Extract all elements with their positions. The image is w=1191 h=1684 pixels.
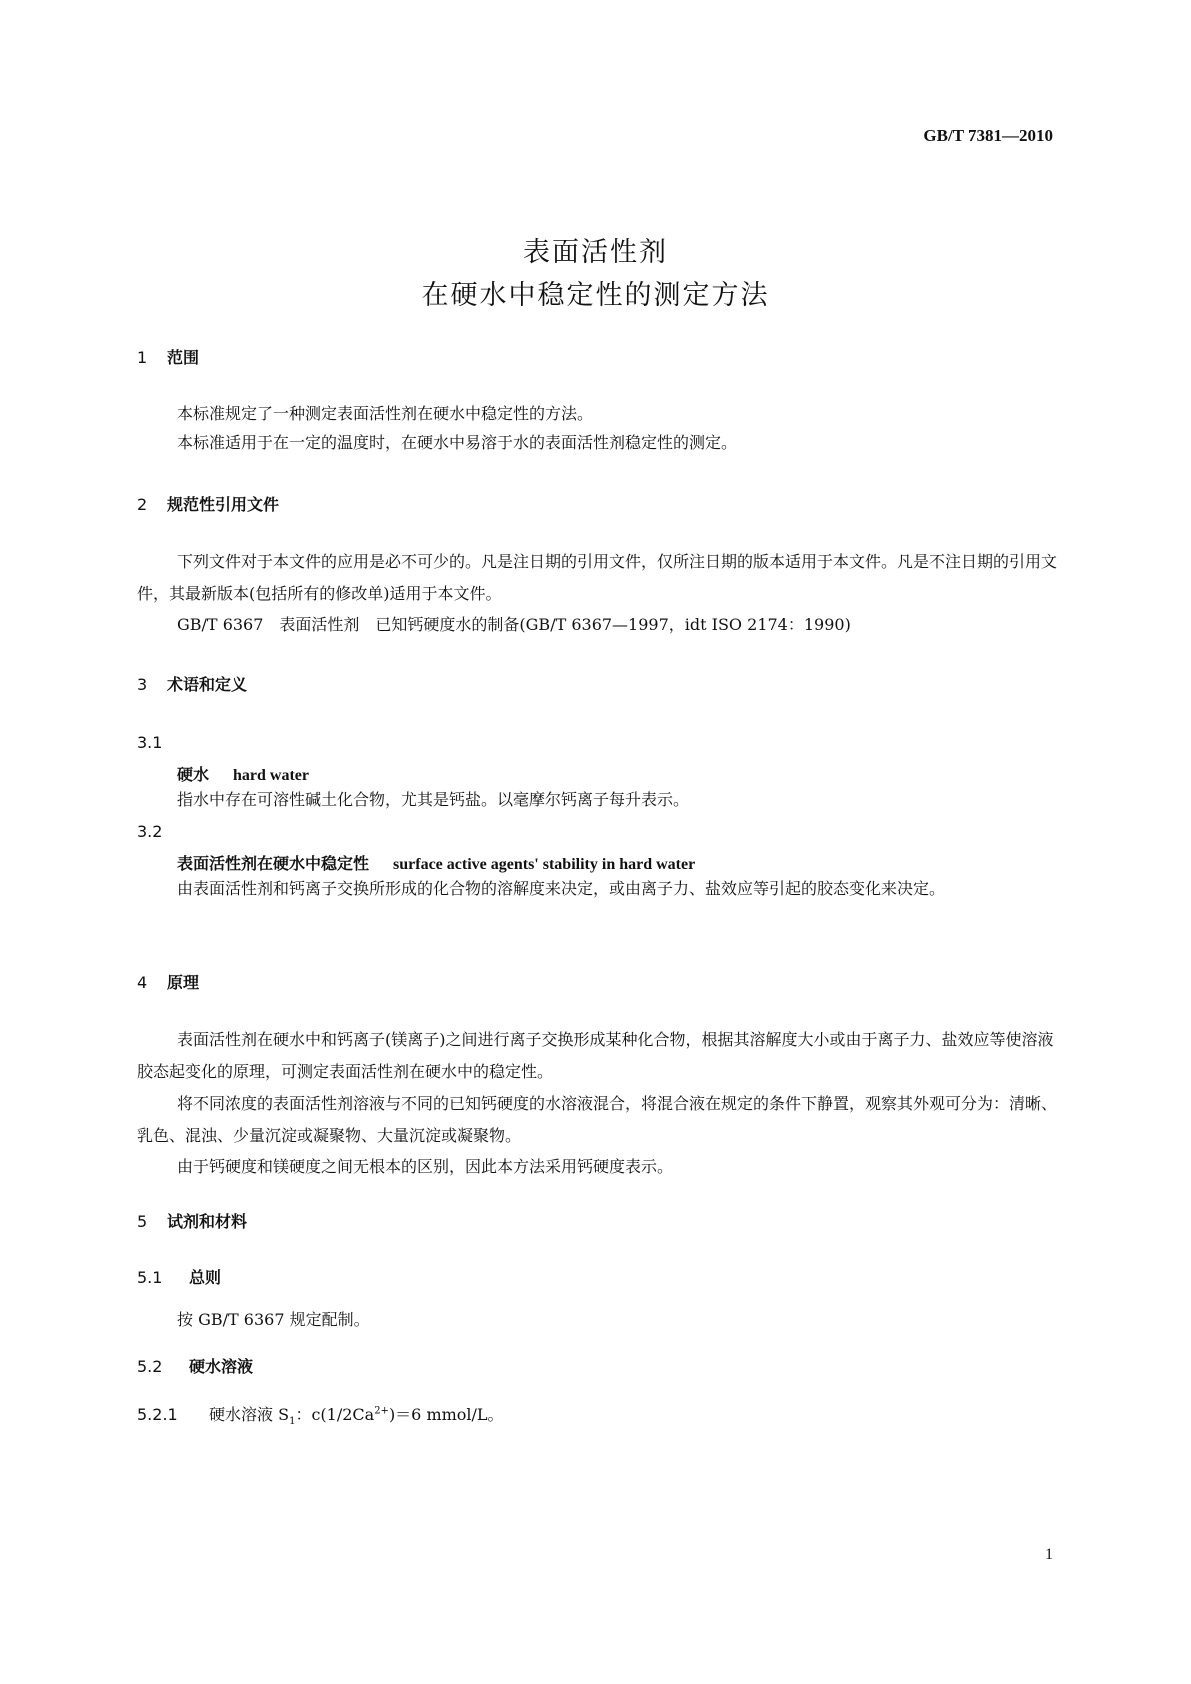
section-2-paragraph-1: 下列文件对于本文件的应用是必不可少的。凡是注日期的引用文件，仅所注日期的版本适用于本文件。凡是不注日期的引用文件，其最新版本(包括所有的修改单)适用于本文件。: [137, 552, 1058, 603]
term-3-2-definition: 由表面活性剂和钙离子交换所形成的化合物的溶解度来决定，或由离子力、盐效应等引起的胶态变化来决定。: [177, 879, 946, 898]
term-3-1: [177, 762, 309, 785]
title-line-2: 在硬水中稳定性的测定方法: [421, 280, 770, 311]
section-5-2-heading: [137, 1354, 253, 1377]
section-4-paragraph-3: 由于钙硬度和镁硬度之间无根本的区别，因此本方法采用钙硬度表示。: [177, 1157, 674, 1176]
section-title: 范围: [167, 348, 200, 367]
term-3-1-number: 3.1: [137, 733, 163, 752]
clause-superscript: 2+: [374, 1405, 389, 1417]
section-number: 5.2.1: [137, 1405, 178, 1424]
section-4-paragraph-1: 表面活性剂在硬水中和钙离子(镁离子)之间进行离子交换形成某种化合物，根据其溶解度大小或由于离子力、盐效应等使溶液胶态起变化的原理，可测定表面活性剂在硬水中的稳定性。: [137, 1030, 1054, 1081]
clause-subscript: 1: [289, 1416, 296, 1428]
section-1-paragraph-2: 本标准适用于在一定的温度时，在硬水中易溶于水的表面活性剂稳定性的测定。: [177, 433, 738, 452]
section-number: 5: [137, 1212, 148, 1231]
section-number: 5.1: [137, 1268, 163, 1287]
section-4-paragraph-2: 将不同浓度的表面活性剂溶液与不同的已知钙硬度的水溶液混合，将混合液在规定的条件下静置，观察其外观可分为：清晰、乳色、混浊、少量沉淀或凝聚物、大量沉淀或凝聚物。: [137, 1094, 1058, 1145]
section-5-heading: [137, 1209, 247, 1232]
section-number: 5.2: [137, 1357, 163, 1376]
section-1-heading: [137, 345, 199, 368]
section-title: 规范性引用文件: [167, 495, 280, 514]
section-3-heading: [137, 672, 247, 695]
section-4-heading: [137, 970, 199, 993]
term-en: surface active agents' stability in hard water: [393, 856, 696, 873]
section-1-paragraph-1: 本标准规定了一种测定表面活性剂在硬水中稳定性的方法。: [177, 404, 594, 423]
term-3-2: [177, 851, 695, 874]
section-5-1-heading: [137, 1265, 221, 1288]
page-number: 1: [1045, 1546, 1053, 1563]
section-number: 1: [137, 348, 148, 367]
clause-text-c: )＝6 mmol/L。: [388, 1405, 504, 1424]
section-title: 总则: [189, 1268, 222, 1287]
document-code: GB/T 7381—2010: [923, 126, 1053, 145]
section-5-1-paragraph: 按 GB/T 6367 规定配制。: [177, 1310, 370, 1329]
term-en: hard water: [233, 767, 309, 784]
clause-text-a: 硬水溶液 S: [209, 1405, 290, 1424]
section-title: 术语和定义: [167, 675, 248, 694]
section-title: 试剂和材料: [167, 1212, 248, 1231]
term-cn: 硬水: [177, 765, 210, 784]
section-number: 3: [137, 675, 148, 694]
term-cn: 表面活性剂在硬水中稳定性: [177, 854, 370, 873]
normative-reference: GB/T 6367 表面活性剂 已知钙硬度水的制备(GB/T 6367—1997，idt ISO 2174：1990): [177, 615, 851, 634]
term-3-1-definition: 指水中存在可溶性碱土化合物，尤其是钙盐。以毫摩尔钙离子每升表示。: [177, 790, 690, 809]
section-number: 4: [137, 973, 148, 992]
title-line-1: 表面活性剂: [523, 237, 668, 268]
clause-text-b: ：c(1/2Ca: [295, 1405, 375, 1424]
section-number: 2: [137, 495, 148, 514]
section-title: 硬水溶液: [189, 1357, 254, 1376]
section-5-2-1: [137, 1402, 504, 1427]
section-title: 原理: [167, 973, 200, 992]
term-3-2-number: 3.2: [137, 822, 163, 841]
section-2-heading: [137, 492, 279, 515]
